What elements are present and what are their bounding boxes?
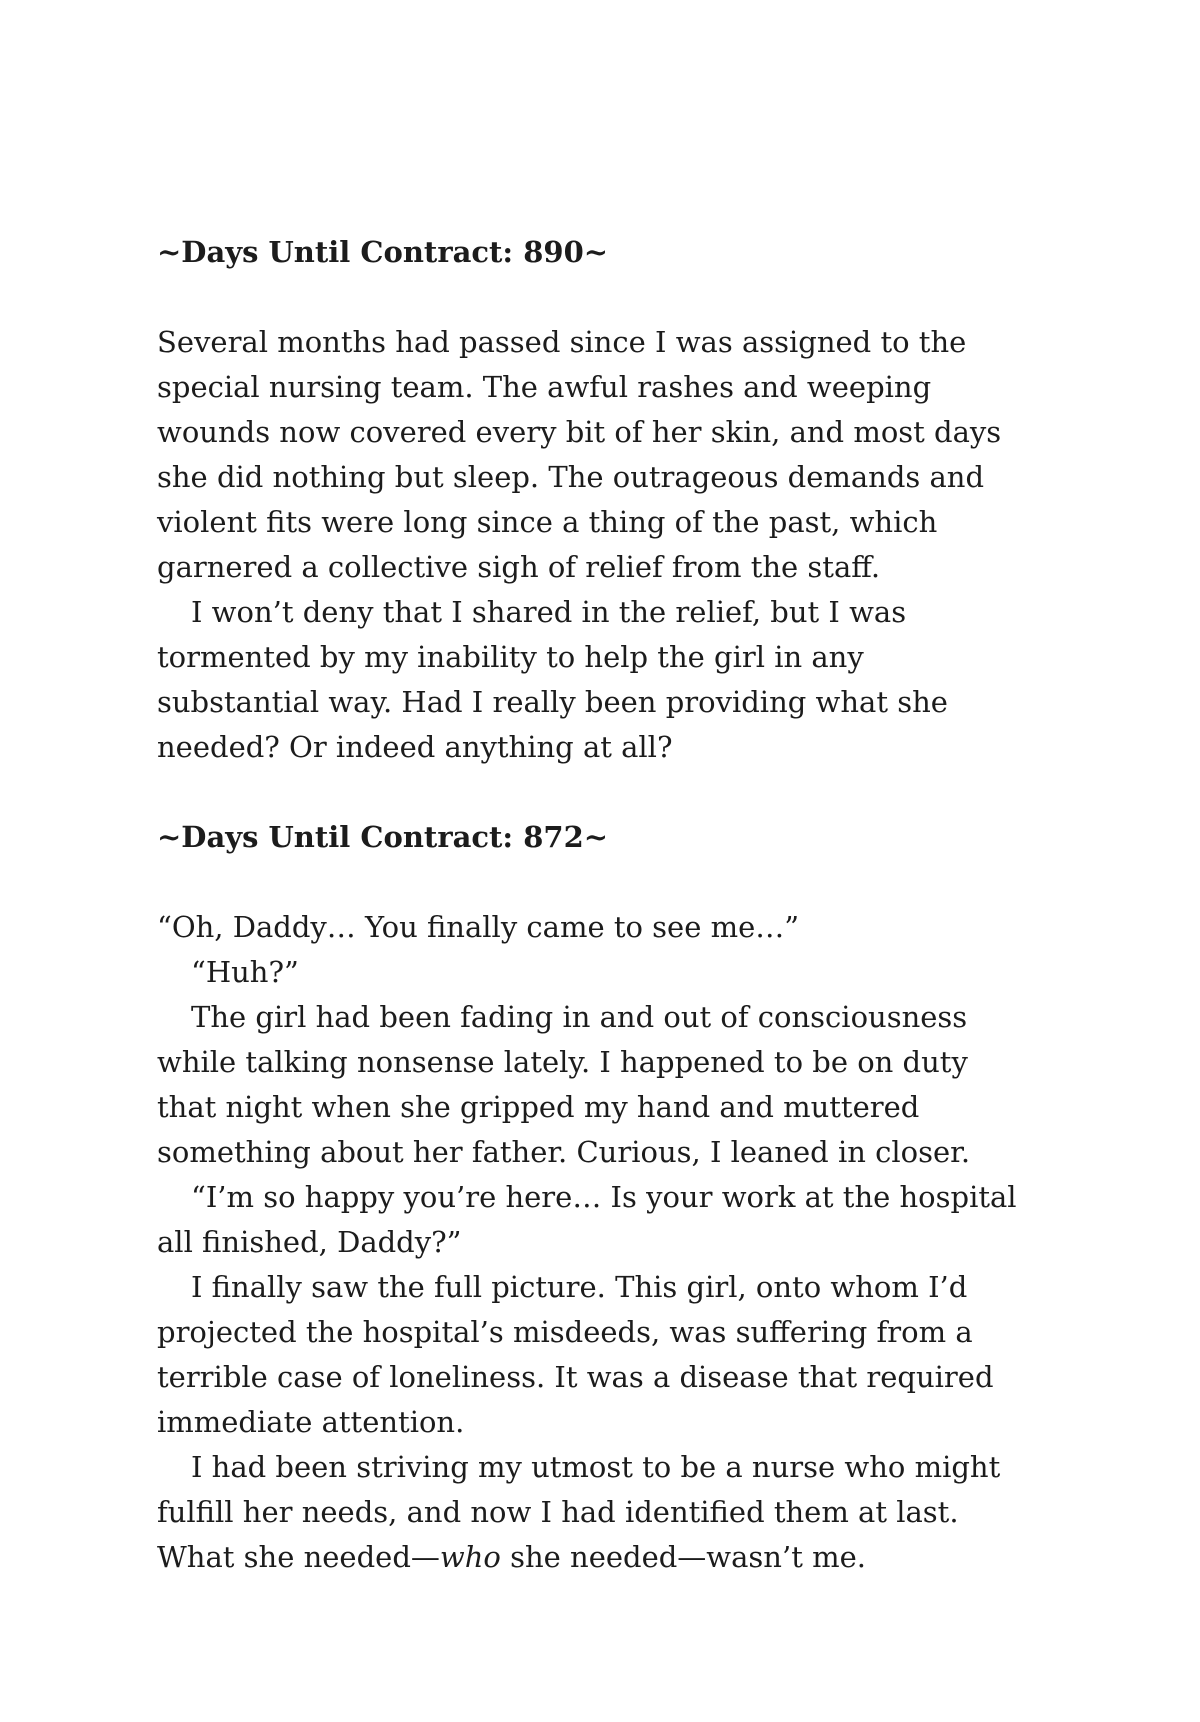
text-line: I finally saw the full picture. This girl, onto whom I’d <box>191 1270 968 1304</box>
text-line: terrible case of loneliness. It was a disease that required <box>157 1360 994 1394</box>
paragraph <box>157 590 1057 770</box>
text-line: projected the hospital’s misdeeds, was suffering from a <box>157 1315 973 1349</box>
paragraph <box>157 950 1057 995</box>
text-fragment: she needed—wasn’t me. <box>500 1540 866 1574</box>
text-line: fulfill her needs, and now I had identified them at last. <box>157 1495 959 1529</box>
text-fragment: What she needed— <box>157 1540 440 1574</box>
text-line: all finished, Daddy?” <box>157 1225 462 1259</box>
paragraph <box>157 1265 1057 1445</box>
paragraph <box>157 1175 1057 1265</box>
paragraph <box>157 905 1057 950</box>
text-line: garnered a collective sigh of relief from the staff. <box>157 550 881 584</box>
text-line: immediate attention. <box>157 1405 465 1439</box>
text-line: while talking nonsense lately. I happened to be on duty <box>157 1045 968 1079</box>
text-line: wounds now covered every bit of her skin, and most days <box>157 415 1002 449</box>
section-heading: ~Days Until Contract: 890~ <box>157 235 609 269</box>
spacer <box>157 860 1057 905</box>
text-line: that night when she gripped my hand and muttered <box>157 1090 920 1124</box>
book-page <box>157 230 1057 1580</box>
text-line: substantial way. Had I really been providing what she <box>157 685 948 719</box>
text-line: she did nothing but sleep. The outrageous demands and <box>157 460 985 494</box>
text-line: “Huh?” <box>191 955 299 989</box>
text-line: “Oh, Daddy… You finally came to see me…” <box>157 910 800 944</box>
text-line: The girl had been fading in and out of consciousness <box>191 1000 968 1034</box>
text-line: tormented by my inability to help the girl in any <box>157 640 864 674</box>
section-heading: ~Days Until Contract: 872~ <box>157 820 609 854</box>
text-line: I had been striving my utmost to be a nurse who might <box>191 1450 1001 1484</box>
text-line: violent fits were long since a thing of the past, which <box>157 505 938 539</box>
paragraph <box>157 995 1057 1175</box>
text-line <box>157 1535 1057 1580</box>
text-line: Several months had passed since I was assigned to the <box>157 325 967 359</box>
emphasized-word: who <box>439 1540 501 1574</box>
text-line: special nursing team. The awful rashes and weeping <box>157 370 932 404</box>
text-line: “I’m so happy you’re here… Is your work at the hospital <box>191 1180 1017 1214</box>
spacer <box>157 770 1057 815</box>
text-line: I won’t deny that I shared in the relief, but I was <box>191 595 907 629</box>
paragraph <box>157 1445 1057 1580</box>
paragraph <box>157 320 1057 590</box>
text-line: needed? Or indeed anything at all? <box>157 730 673 764</box>
text-line: something about her father. Curious, I leaned in closer. <box>157 1135 971 1169</box>
spacer <box>157 275 1057 320</box>
